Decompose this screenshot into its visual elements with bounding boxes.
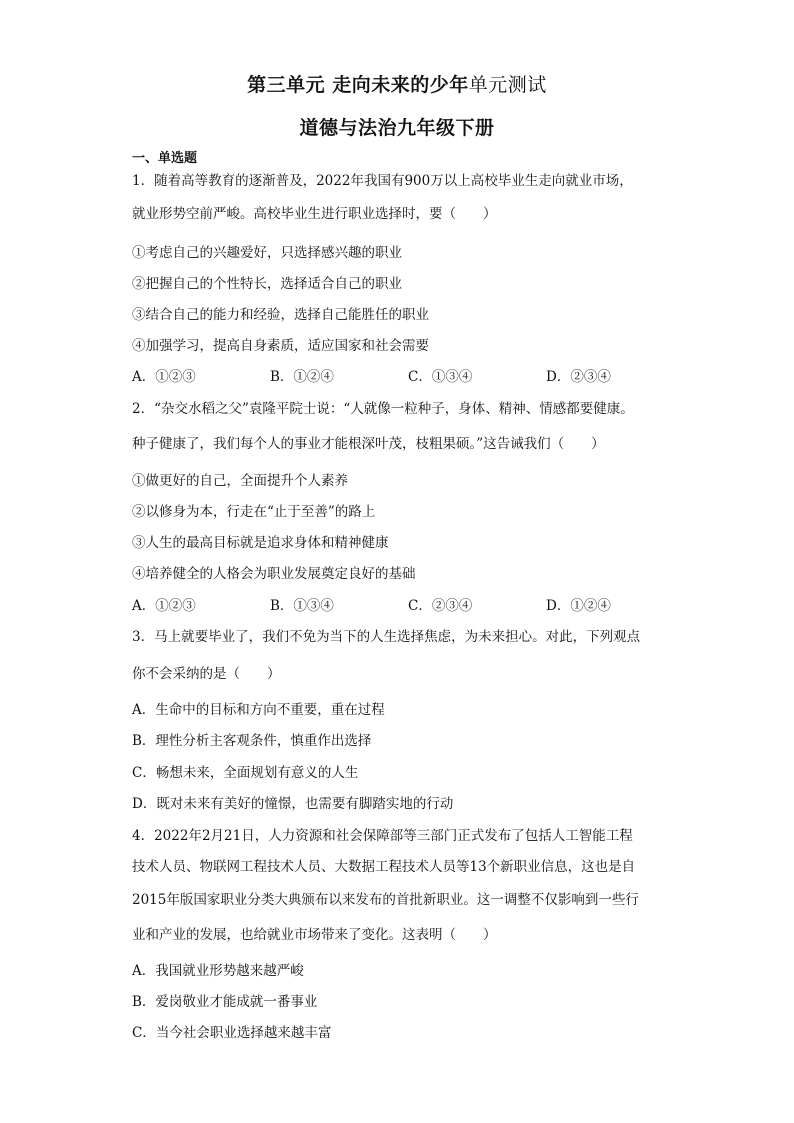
q4-stem-line: 业和产业的发展，也给就业市场带来了变化。这表明（ ） xyxy=(132,927,497,943)
q4-option-a: A．我国就业形势越来越严峻 xyxy=(132,963,304,979)
q1-option-b: B．①②④ xyxy=(270,369,334,385)
q2-options xyxy=(132,597,672,615)
q1-stem-line: 就业形势空前严峻。高校毕业生进行职业选择时，要（ ） xyxy=(132,206,497,222)
q1-option-a: A．①②③ xyxy=(132,369,196,385)
q2-statement: ④培养健全的人格会为职业发展奠定良好的基础 xyxy=(132,566,416,582)
q2-stem-line: 种子健康了，我们每个人的事业才能根深叶茂，枝粗果硕。”这告诫我们（ ） xyxy=(132,436,605,452)
q3-stem-line: 3．马上就要毕业了，我们不免为当下的人生选择焦虑，为未来担心。对此，下列观点 xyxy=(132,629,641,645)
q1-statement: ③结合自己的能力和经验，选择自己能胜任的职业 xyxy=(132,307,429,323)
q1-options xyxy=(132,368,672,386)
document-subtitle: 道德与法治九年级下册 xyxy=(299,117,495,139)
q2-statement: ①做更好的自己，全面提升个人素养 xyxy=(132,473,348,489)
q3-stem-line: 你不会采纳的是（ ） xyxy=(132,666,281,682)
q4-stem-line: 2015年版国家职业分类大典颁布以来发布的首批新职业。这一调整不仅影响到一些行 xyxy=(132,892,639,908)
q4-option-b: B．爱岗敬业才能成就一番事业 xyxy=(132,994,318,1010)
q1-option-d: D．②③④ xyxy=(546,369,611,385)
q3-option-a: A．生命中的目标和方向不重要，重在过程 xyxy=(132,702,385,718)
section-heading: 一、单选题 xyxy=(132,151,198,166)
q1-statement: ②把握自己的个性特长，选择适合自己的职业 xyxy=(132,276,402,292)
q3-option-b: B．理性分析主客观条件，慎重作出选择 xyxy=(132,733,372,749)
q2-option-c: C．②③④ xyxy=(408,598,473,614)
q2-option-a: A．①②③ xyxy=(132,598,196,614)
q1-statement: ①考虑自己的兴趣爱好，只选择感兴趣的职业 xyxy=(132,245,402,261)
q4-option-c: C．当今社会职业选择越来越丰富 xyxy=(132,1025,332,1041)
q2-option-d: D．①②④ xyxy=(546,598,611,614)
q2-option-b: B．①③④ xyxy=(270,598,334,614)
title-suffix: 单元测试 xyxy=(468,74,547,96)
document-title xyxy=(0,70,794,97)
title-main: 第三单元 走向未来的少年 xyxy=(247,74,469,96)
q1-statement: ④加强学习，提高自身素质，适应国家和社会需要 xyxy=(132,338,429,354)
q1-option-c: C．①③④ xyxy=(408,369,473,385)
q3-option-d: D．既对未来有美好的憧憬，也需要有脚踏实地的行动 xyxy=(132,796,454,812)
q2-statement: ②以修身为本，行走在“止于至善”的路上 xyxy=(132,504,376,520)
q1-stem-line: 1．随着高等教育的逐渐普及，2022年我国有900万以上高校毕业生走向就业市场， xyxy=(132,173,633,189)
q4-stem-line: 4．2022年2月21日，人力资源和社会保障部等三部门正式发布了包括人工智能工程 xyxy=(132,828,633,844)
q2-statement: ③人生的最高目标就是追求身体和精神健康 xyxy=(132,535,389,551)
q3-option-c: C．畅想未来，全面规划有意义的人生 xyxy=(132,765,359,781)
q2-stem-line: 2．“杂交水稻之父”袁隆平院士说：“人就像一粒种子，身体、精神、情感都要健康。 xyxy=(132,401,634,417)
q4-stem-line: 技术人员、物联网工程技术人员、大数据工程技术人员等13个新职业信息，这也是自 xyxy=(132,859,636,875)
